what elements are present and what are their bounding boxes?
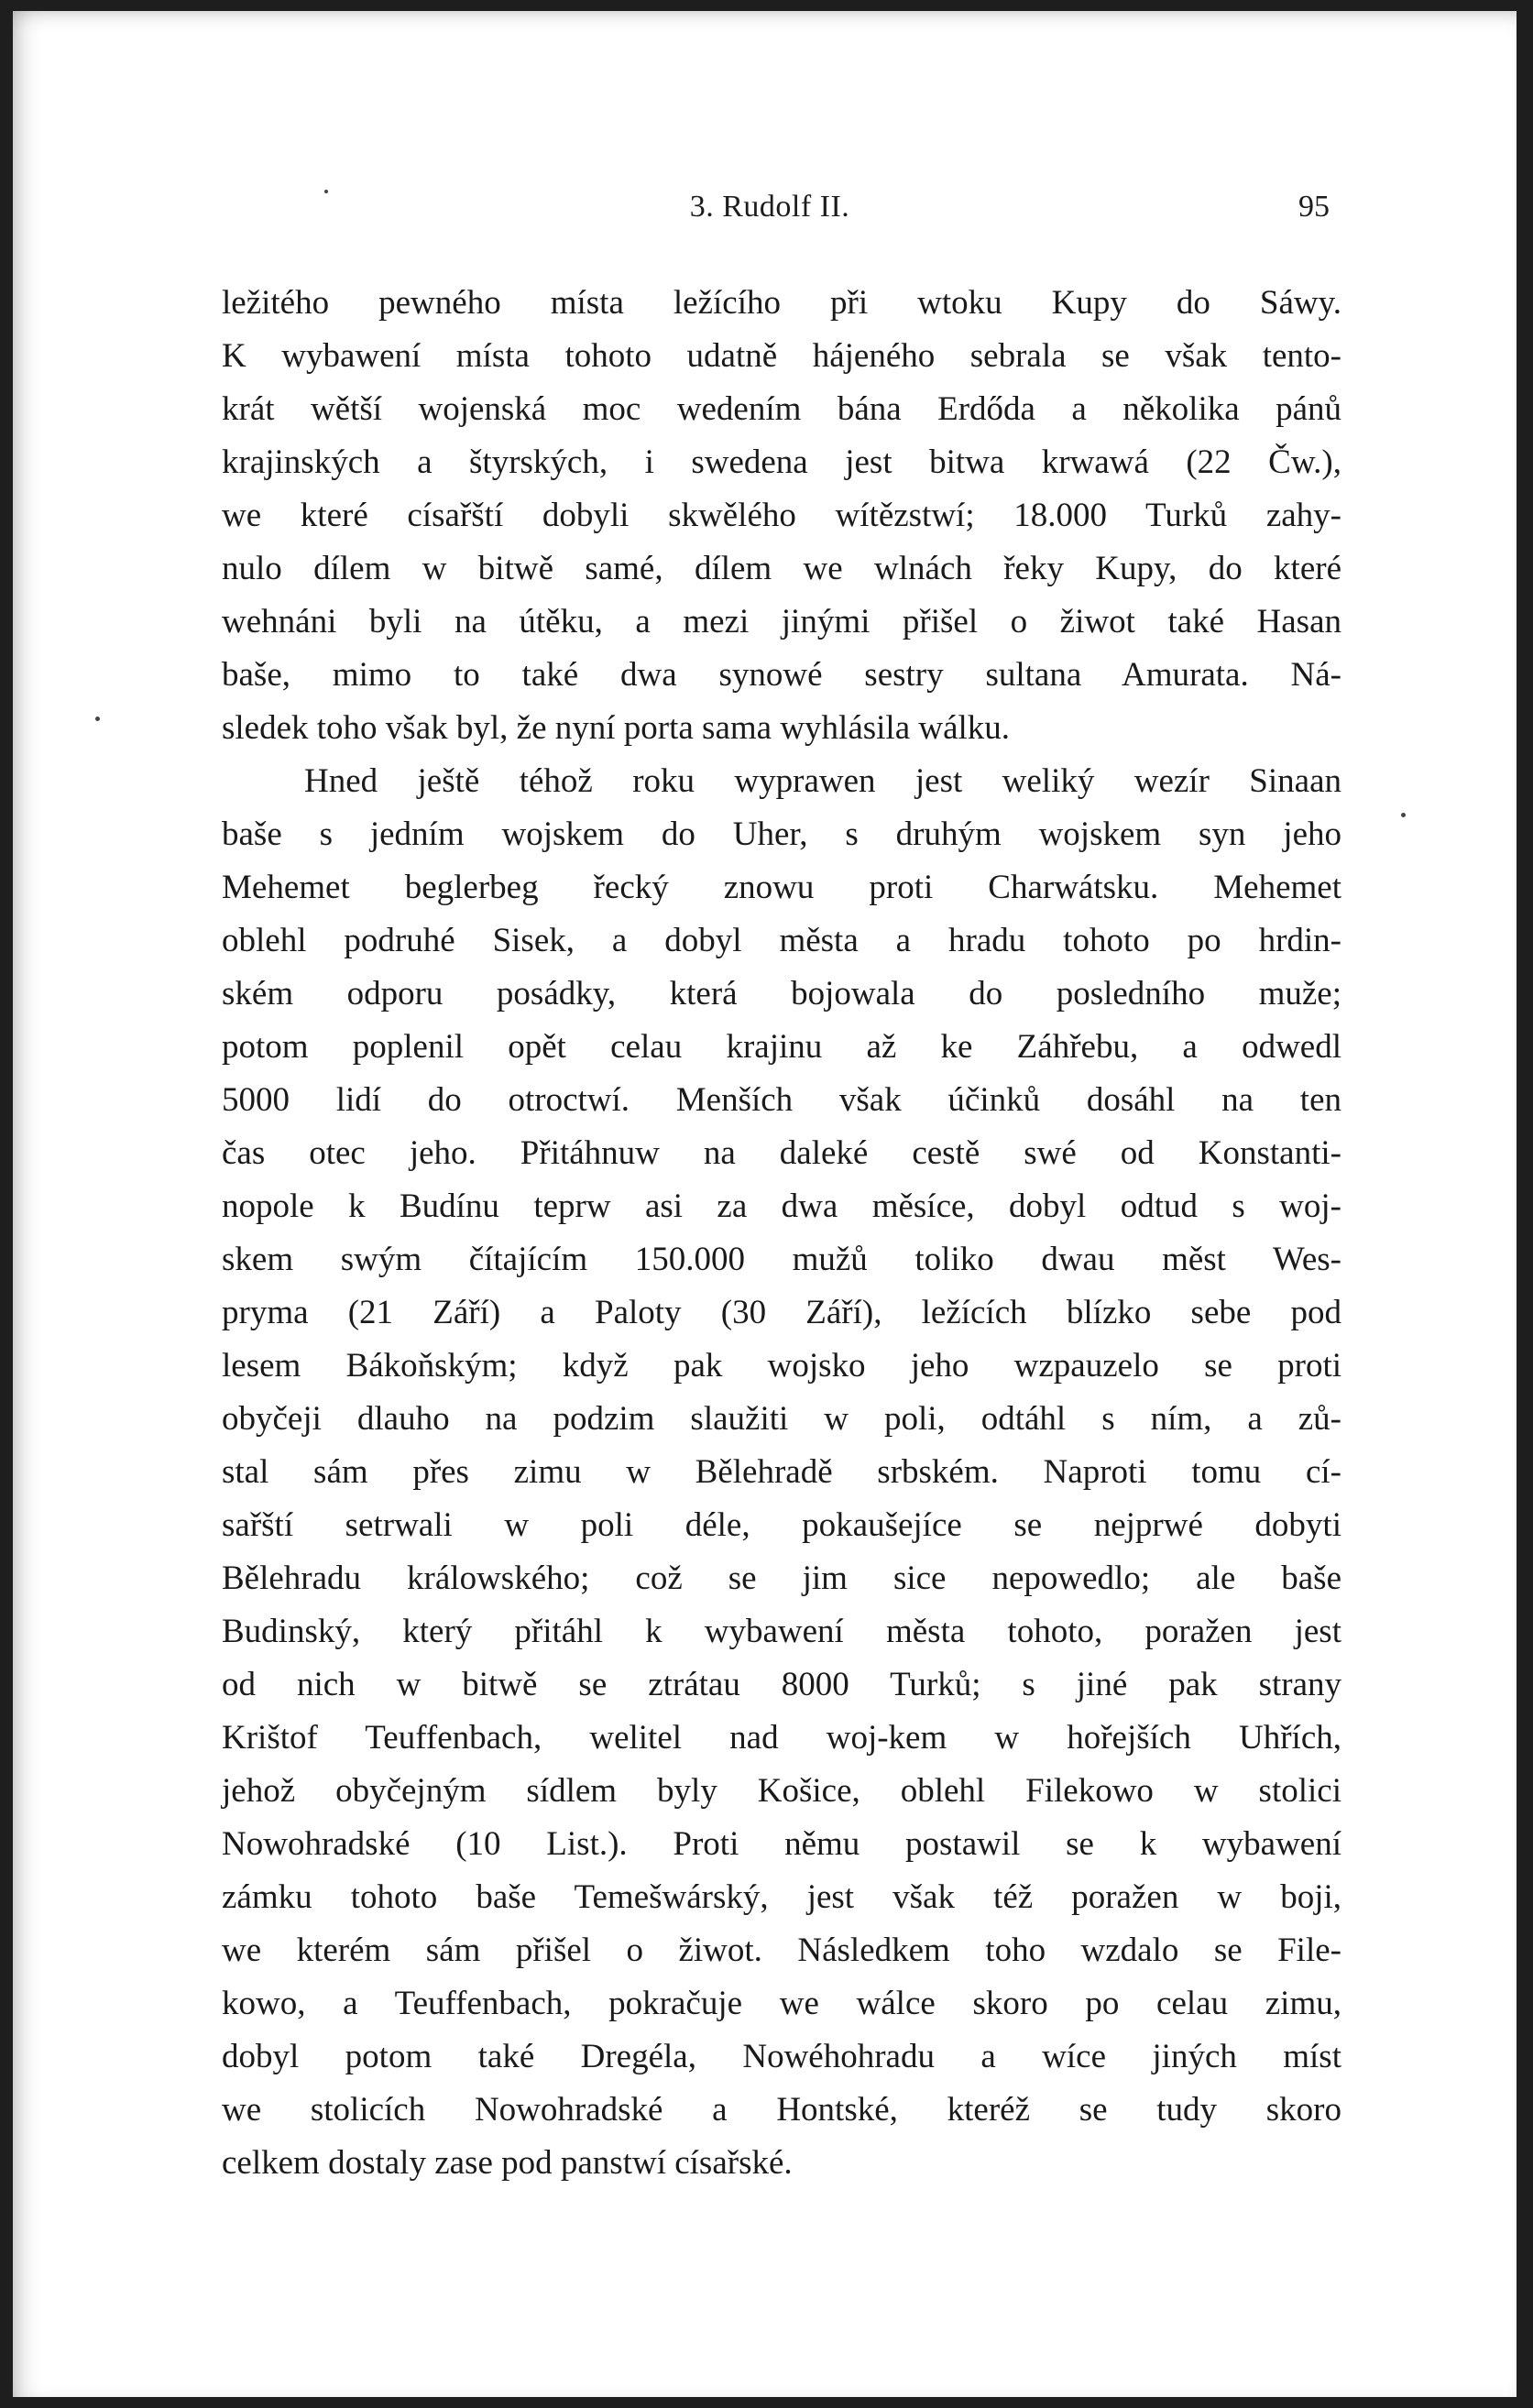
text-line: we stolicích Nowohradské a Hontské, kteréž se tudy skoro: [222, 2091, 1341, 2129]
text-line: stal sám přes zimu w Bělehradě srbském. Naproti tomu cí-: [222, 1453, 1341, 1491]
text-line: potom poplenil opět celau krajinu až ke Záhřebu, a odwedl: [222, 1028, 1341, 1066]
text-line: skem swým čítajícím 150.000 mužů toliko dwau měst Wes-: [222, 1241, 1341, 1278]
text-line: baše, mimo to také dwa synowé sestry sultana Amurata. Ná-: [222, 656, 1341, 694]
text-line: čas otec jeho. Přitáhnuw na daleké cestě swé od Konstanti-: [222, 1134, 1341, 1172]
text-line: Mehemet beglerbeg řecký znowu proti Charwátsku. Mehemet: [222, 869, 1341, 906]
body-text: [222, 277, 1341, 2190]
text-line: obyčeji dlauho na podzim slaužiti w poli, odtáhl s ním, a zů-: [222, 1400, 1341, 1438]
text-line: ském odporu posádky, která bojowala do posledního muže;: [222, 975, 1341, 1012]
chapter-heading: 3. Rudolf II.: [689, 190, 850, 224]
text-line: sařští setrwali w poli déle, pokaušejíce se nejprwé dobyti: [222, 1506, 1341, 1544]
text-line: wehnáni byli na útěku, a mezi jinými přišel o žiwot také Hasan: [222, 603, 1341, 640]
text-line: ležitého pewného místa ležícího při wtoku Kupy do Sáwy.: [222, 284, 1341, 322]
text-line: lesem Bákoňským; když pak wojsko jeho wzpauzelo se proti: [222, 1347, 1341, 1385]
book-page: [13, 11, 1517, 2397]
text-line: oblehl podruhé Sisek, a dobyl města a hradu tohoto po hrdin-: [222, 922, 1341, 959]
text-line: nopole k Budínu teprw asi za dwa měsíce, dobyl odtud s woj-: [222, 1188, 1341, 1225]
paragraph-start-line: Hned ještě téhož roku wyprawen jest weliký wezír Sinaan: [304, 762, 1341, 800]
text-line: dobyl potom také Dregéla, Nowéhohradu a wíce jiných míst: [222, 2038, 1341, 2075]
text-line: nulo dílem w bitwě samé, dílem we wlnách řeky Kupy, do které: [222, 550, 1341, 587]
text-line: we které císařští dobyli skwělého wítězstwí; 18.000 Turků zahy-: [222, 497, 1341, 534]
text-line: we kterém sám přišel o žiwot. Následkem toho wzdalo se File-: [222, 1932, 1341, 1969]
text-line: zámku tohoto baše Temešwárský, jest však též poražen w boji,: [222, 1878, 1341, 1916]
scan-speck: [95, 717, 100, 721]
scan-speck: [324, 190, 328, 193]
text-line: 5000 lidí do otroctwí. Menších však účinků dosáhl na ten: [222, 1081, 1341, 1119]
running-header: [210, 190, 1330, 235]
page-number: 95: [1298, 190, 1330, 224]
text-line: pryma (21 Září) a Paloty (30 Září), ležících blízko sebe pod: [222, 1294, 1341, 1331]
text-line: jehož obyčejným sídlem byly Košice, oblehl Filekowo w stolici: [222, 1772, 1341, 1810]
text-line: Krištof Teuffenbach, welitel nad woj-kem w hořejších Uhřích,: [222, 1719, 1341, 1757]
text-line: od nich w bitwě se ztrátau 8000 Turků; s jiné pak strany: [222, 1666, 1341, 1703]
paragraph-end-line: sledek toho však byl, že nyní porta sama wyhlásila wálku.: [222, 709, 1011, 747]
scan-speck: [1401, 813, 1406, 817]
paragraph-end-line: celkem dostaly zase pod panstwí císařské.: [222, 2144, 793, 2182]
text-line: kowo, a Teuffenbach, pokračuje we wálce skoro po celau zimu,: [222, 1985, 1341, 2022]
text-line: Nowohradské (10 List.). Proti němu postawil se k wybawení: [222, 1825, 1341, 1863]
text-line: krát wětší wojenská moc wedením bána Erdőda a několika pánů: [222, 390, 1341, 428]
text-line: K wybawení místa tohoto udatně hájeného sebrala se však tento-: [222, 337, 1341, 375]
text-line: Bělehradu králowského; což se jim sice nepowedlo; ale baše: [222, 1560, 1341, 1597]
text-line: krajinských a štyrských, i swedena jest bitwa krwawá (22 Čw.),: [222, 443, 1341, 481]
text-line: Budinský, který přitáhl k wybawení města tohoto, poražen jest: [222, 1613, 1341, 1650]
text-line: baše s jedním wojskem do Uher, s druhým wojskem syn jeho: [222, 815, 1341, 853]
